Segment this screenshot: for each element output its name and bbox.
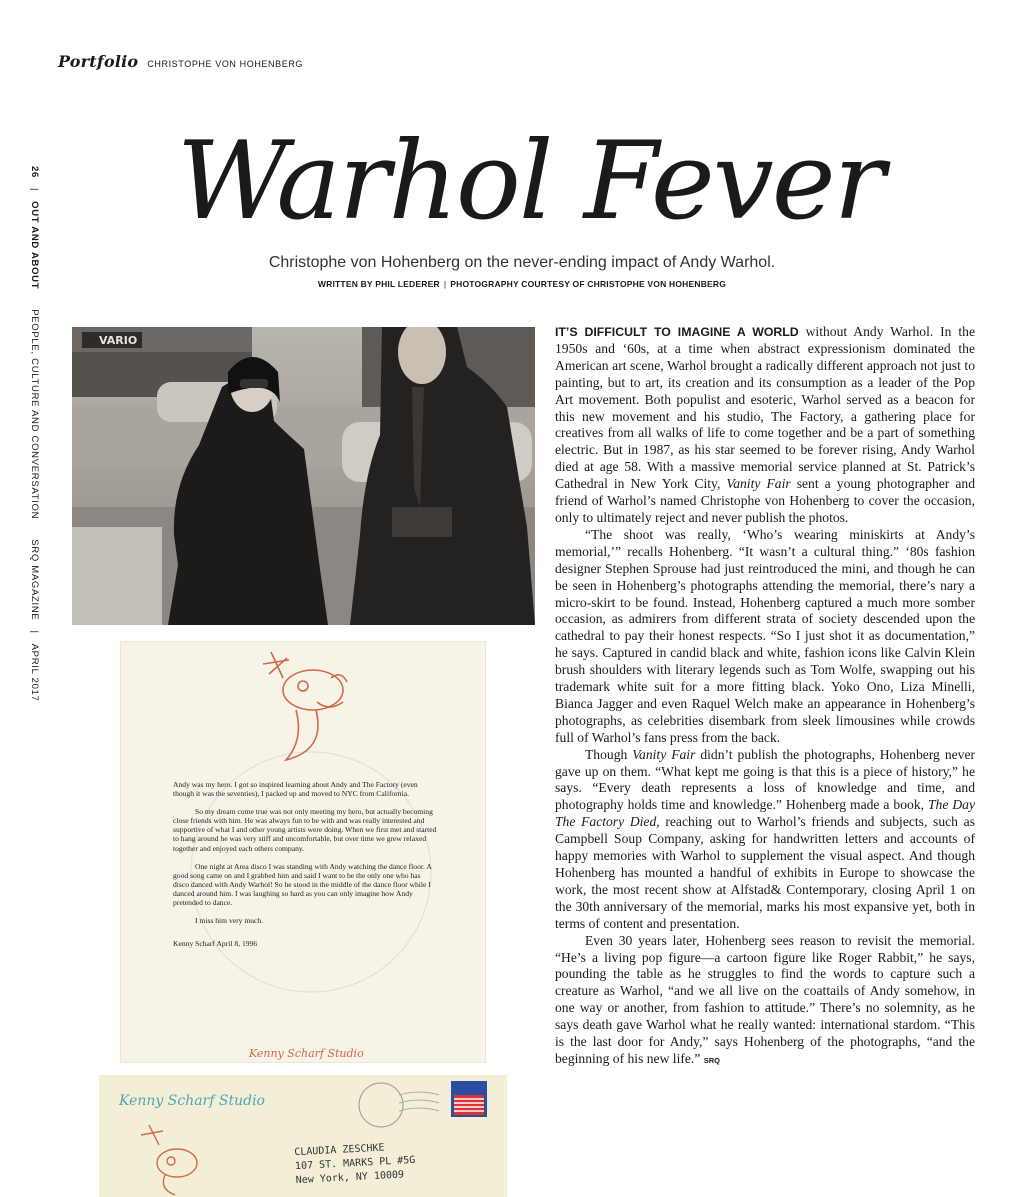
publication-title: Vanity Fair xyxy=(726,476,791,492)
envelope-address xyxy=(294,1140,416,1188)
book-title: The Day The Factory Died xyxy=(555,797,976,830)
end-mark: SRQ xyxy=(703,1055,721,1065)
page-spine: 26|OUT AND ABOUTPEOPLE, CULTURE AND CONVERSATIONSRQ MAGAZINE|APRIL 2017 xyxy=(29,166,40,702)
body-text: didn’t publish the photographs, Hohenberg never gave up on them. “What kept me going is that this is a piece of history,” he says. “Every death represents a loss of knowledge and time, and photography holds time and knowledge.” Hohenberg made a book, xyxy=(555,746,976,813)
body-text: Even 30 years later, Hohenberg sees reason to revisit the memorial. “He’s a living pop figure—a cartoon figure like Roger Rabbit,” he says, pounding the table as he struggles to find the words to capture such a creature as Warhol, “and we all live on the coattails of Andy somehow, in one way or another, from fashion to attitude.” There’s no solemnity, as he says death gave Warhol what he really wanted: international stardom. “This is the last door for Andy,” says Hohenberg of the photographs, “and the beginning of his new life.” xyxy=(555,932,975,1066)
body-text: Though xyxy=(585,746,633,762)
lead-in: IT’S DIFFICULT TO IMAGINE A WORLD xyxy=(555,325,799,339)
body-paragraph-4 xyxy=(555,933,975,1070)
article-title: Warhol Fever xyxy=(176,119,884,244)
photo-credit: PHOTOGRAPHY COURTESY OF CHRISTOPHE VON HOHENBERG xyxy=(450,279,727,289)
address-line: 107 ST. MARKS PL #5G xyxy=(294,1154,416,1173)
header-brand: Portfolio xyxy=(58,52,139,71)
kenny-scharf-letter xyxy=(121,642,485,1062)
letter-paragraph: Andy was my hero. I got so inspired learning about Andy and The Factory (even though it was the seventies), I packed up and moved to NYC from California. xyxy=(173,780,418,799)
body-text: , reaching out to Warhol’s friends and subjects, such as Campbell Soup Company, asking for handwritten letters and accounts of happy memories with Warhol to supplement the visual aspect. And though Hohenberg has mounted a handful of exhibits in Europe to showcase the work, the most recent show at Alfstad& Contemporary, closing April 1 on the 30th anniversary of the memorial, marks his most expansive yet, both in terms of content and presentation. xyxy=(555,814,975,931)
body-text: without Andy Warhol. In the 1950s and ‘60s, at a time when abstract expressionism dominated the American art scene, Warhol brought a radically different approach not just to painting, but to art, its creation and its consumption as a leader of the Pop Art movement. Both populist and esoteric, Warhol served as a beacon for this new movement and his studio, The Factory, a gathering place for creatives from all walks of life to come together and be a part of something electric. But in 1987, as his star seemed to be forever rising, Andy Warhol died at age 58. With a massive memorial service planned at St. Patrick’s Cathedral in New York City, xyxy=(555,324,976,492)
letter-studio-mark: Kenny Scharf Studio xyxy=(249,1047,364,1060)
body-text: sent a young photographer and friend of Warhol’s named Christophe von Hohenberg to cover the occasion, only to ultimately reject and never publish the photos. xyxy=(555,476,975,525)
header-section: CHRISTOPHE VON HOHENBERG xyxy=(147,59,304,69)
address-line: New York, NY 10009 xyxy=(295,1169,405,1187)
spine-section: OUT AND ABOUT xyxy=(29,201,40,290)
article-credits: WRITTEN BY PHIL LEDERER | PHOTOGRAPHY COURTESY OF CHRISTOPHE VON HOHENBERG xyxy=(317,279,727,289)
spine-magazine: SRQ MAGAZINE xyxy=(29,539,40,621)
letter-paragraph: I miss him very much. xyxy=(195,916,264,926)
running-header xyxy=(58,52,303,71)
letter-body xyxy=(173,780,438,957)
letter-paragraph: One night at Area disco I was standing with Andy watching the dance floor. A good song came on and I grabbed him and said I want to be the only one who has disco danced with Andy Warhol! So he stood in the middle of the dance floor while I danced around him. I was laughing so hard as you can only imagine how Andy pretended to dance. xyxy=(173,861,432,908)
street-photo-illustration xyxy=(72,327,535,625)
byline: WRITTEN BY PHIL LEDERER xyxy=(317,279,440,289)
letter-paragraph: So my dream come true was not only meeting my hero, but actually becoming close friends with him. He was always fun to be with and was really interested and supportive of what I and other young artists were doing. When we first met and started to hang around he was very stiff and uncomfortable, but over time we grew relaxed together and enjoyed each others company. xyxy=(173,807,437,853)
article-subtitle: Christophe von Hohenberg on the never-ending impact of Andy Warhol. xyxy=(268,254,776,271)
page-number: 26 xyxy=(29,166,40,178)
body-paragraph-3 xyxy=(555,747,975,933)
body-paragraph-2: “The shoot was really, ‘Who’s wearing miniskirts at Andy’s memorial,’” recalls Hohenberg. “It wasn’t a cultural thing.” ‘80s fashion designer Stephen Sprouse had just reintroduced the mini, and though he can be seen in Hohenberg’s photographs attending the memorial, there’s nary a micro-skirt to be found. Instead, Hohenberg captured a much more somber occasion, as admirers from different strata of society descended upon the cathedral to pay their honest respects. “So I just shot it as documentation,” he says. Captured in candid black and white, fashion icons like Calvin Klein brush shoulders with literary legends such as Tom Wolfe, swapping out his trademark white suit for a more fitting black. Yoko Ono, Liza Minelli, Bianca Jagger and even Raquel Welch make an appearance in Hohenberg’s photographs, as celebrities disembark from sleek limousines while crowds full of Warhol’s fans press from the back. xyxy=(555,526,975,745)
envelope-studio-mark: Kenny Scharf Studio xyxy=(119,1093,265,1109)
letter-signature: Kenny Scharf April 8, 1996 xyxy=(173,939,258,949)
envelope xyxy=(99,1075,507,1197)
address-line: CLAUDIA ZESCHKE xyxy=(294,1142,385,1159)
article-body xyxy=(555,324,975,1070)
body-paragraph-1 xyxy=(555,324,975,527)
storefront-sign: VARIO xyxy=(99,334,138,347)
publication-title: Vanity Fair xyxy=(632,746,696,762)
street-photo xyxy=(72,327,535,625)
spine-issue: APRIL 2017 xyxy=(29,643,40,702)
spine-tagline: PEOPLE, CULTURE AND CONVERSATION xyxy=(29,309,40,520)
